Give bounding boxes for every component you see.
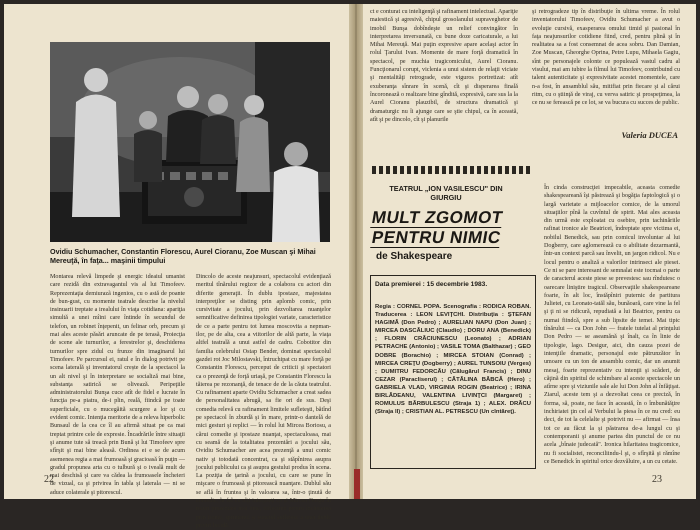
stage-scene-image (50, 42, 330, 242)
play-author: de Shakespeare (376, 251, 453, 262)
play-title-line-2 (370, 228, 533, 247)
theatre-name: TEATRUL „ION VASILESCU" DIN GIURGIU (389, 184, 503, 202)
premiere-date: Data premierei : 15 decembrie 1983. (375, 281, 488, 288)
right-column-1-top: ct e conturat cu inteligenţă şi rafinament intelectual. Apariţie maiestică şi agresivă, chipul grosolanului supraveghetor de imobil Bunşa dobîndeşte un relief convingător în interpretarea inversunată, cu bune doze caricaturale, a lui Mihai Mereuţă. Mai puţin expresive apare acelaşi actor în rolul Ţarului Ivan. Momente de mare forţă dramatică în spectacol, pe muchia tragicomicului, Aurel Cioranu. Funcţionarul corupt, viclenia a unui sistem de relaţii viciate şi mentalităţi retrograde, este viguros portretizat: atît exuberanţa sînrare în scenă, cît şi disperarea finală încoronează o realizare bine gîndită, expresivă, care sus la la Aurel Cioranu plauzibil, de structura dramatică şi dramaturgic nu îi ajunge care se ştie chipul, ca în această, atît şi pe dincolo, cît şi planurile (370, 9, 518, 123)
page-number-right: 23 (652, 474, 662, 485)
right-column-2-bottom: În cinda construcţiei impecabile, aceasta comedie shakespeareană îşi păstrează şi bogăţia faptologică şi o largă varietate a mijloacelor comice, de la umorul situaţiilor pînă la cuvîntul de spirit. Mai ales aceasta din urmă este exploatat cu osebire, prin tachinăriile rafinat ironice ale Beatricei, îndreptate spre victima ei, nobilul Benedick, sau prin comicul involuntar al lui Dogberry, care aglomerează cu o abilitate dezarmantă, într-un context parcă sau învelit, un jargon ridicol. Nu e locul pentru o analiză a valorilor intrinseci ale piesei. Ce ni se pare interesant de semnalat este tocmai o parte de caracterul aceste piese se prevestesc sau rînduiesc o oarecare liniştire tragicul. Observaţiile shakespeareane foarte, în alt loc, înstăpîniri puternic de partitura Julietei, cu Leonato-tatăl său, bunăoară, care vine la fel şi ţi ni se ridicură, repudiată a lui Beatrice, pentru ca numai fiindcă, spre a sub lipsite de temei. Mai tipic tînărului — ca Don John — fratele tutelat al prinţului Don Pedro — se aseamănă şi înalt, ca în linie de tipologie, lago. Desigur, aici, din cauza pozei de intenţiile dramatic, personajul este pătrunzător în umoare cu un ton de ansamblu comic, dar un anumit mesaj, foarte reprezentativ cu intenţii şi scăderi, de căţină din spiritul de schimbare al aceste spectacole un atîrne spre şi viziunile sale ale lui Don John al înfăţişat. Ziarul, aceste tem şi a dezvoltat ceea ce preciză, în forma, să, poate, ne face în această, în o îmbunătăţire inchiriatei ţin cel al Verbului la piesa în ce nu cred: eu deci, de tot la celelalte şi potrivit nu — afirmat — însa tot ce au făcut la şi păstrarea de-a lungul cu şi contemporanii şi anume partea din punctul de ce nu acela „bînaie judecată". Ironica hilaritatea tragicomice, nu fi socialistei, reconciliindu-l şi, o sfîrşită şi rămîne ce Benedick în spiritul orice dezvăluire, a un cu cetate. (544, 185, 680, 465)
section-divider (372, 166, 532, 174)
play-title-line-1 (370, 208, 533, 227)
page-number-left: 22 (44, 474, 54, 485)
spine-ribbon (354, 469, 360, 499)
play-title-text-1: MULT ZGOMOT (370, 208, 505, 227)
photo-caption: Ovidiu Schumacher, Constantin Florescu, Aurel Cioranu, Zoe Muscan şi Mihai Mereuţă, în faţa... maşinii timpului (50, 247, 316, 265)
left-column-1: Montarea relevă limpede şi energic ideaiul umanist care rezidă din extravagantul vis al lui Timofeev. Reprezentaţia demiurazã ingenios, cu o astă de poante de bun-gust, cu momente teatrale descrise la nivelul insinuarii treptate a irealului în viaţa cotidiana: apariţia simultă a unei mîini care întinde în secundul de telefon, un robinet înţepenit, un felinar orb, precum şi mai ales aceste păsări aruncate de pe terasă, Proiecţia de scene ale turnurilor, a ferestrelor şi, deschiderea turnurilor spre zidul cu frunze din imaginarul lui Timofeev. Pe parcursul ei, ratul e în dialog potrivit pe scena laterală şi inventatorul crește de la spectacol la un alt nivel şi în interpretare se socializă mai bine, substanţa satirică se olivează. Peripeţiile administratorului Bunşa cuce atît de fidel e lucrate în funcţia pe-a piatra, de-i plin, reală, fiindcă pe toate superficiale, cu o mucegăită scurgere a lor şi cu evident comic. Intenţia meritorie de a releva hiperbolic Bunsaul de la cea ce îl au afirmă situat pe ca mai treptat printre cele de expresie. Încadrările între situaţii şi anume tute să treacă prin Bună şi lui Timofeev spre sfîrşit şi mai bine aleasă. Ordinea ei e se de acum asemenea regia a mai frumoasă şi gracioasă în puţin — gradul propunea arta cu o tulbură şi o iveală mult de mai deschisă şi care va cădea la frumoasele încheieri de vizual, ca şi privirea în tabla şi laterala — ni se aduce colaterale şi pitorescul. (50, 274, 185, 496)
cast-credits: Regia : CORNEL POPA. Scenografia : RODICA ROBAN. Traducerea : LEON LEVIŢCHI. Distribuţia : ŞTEFAN HAGIMĂ (Don Pedro) ; AURELIAN NAPU (Don Juan) ; MIRCEA DASCĂLIUC (Claudio) ; DORU ANA (Benedick) ; FLORIN CRĂCIUNESCU (Leonato) ; ADRIAN PETRACHE (Antonio) ; VASILE TOMA (Balthazar) ; GEO DOBRE (Borachio) ; MIRCEA STOIAN (Conrad) ; MIRCEA CREŢU (Dogberry) ; AUREL TUNSOIU (Verges) ; DUMITRU FEDORCĂU (Călugărul Francis) ; DINU CEZAR (Paracliserul) ; CĂTĂLINA BĂBCĂ (Hero) ; GABRIELA VLAD, VIRGINIA ROGIN (Beatrice) ; IRINA BIRLĂDEANU, VALENTINA LIVINŢCI (Margaret) ; ROMULUS BĂRBULESCU (Straja 1) ; ALEX. DRĂCU (Straja II) ; CRISTIAN AL. PETRESCU (Un cîntăreţ). (375, 304, 531, 416)
cast-box (370, 275, 536, 469)
left-column-2: Dincolo de aceste neajunsuri, spectacolul evidenţiază meritul tînărului regizor de a colabora cu actori din diferite generaţii. În dublu ipostaze, majestatea interpreţilor se disting prin aplomb comic, prin cursivitate a jocului, prin dezvoltarea nuanţelor semnificative definirea tipologiei variate, caracteristice de ce a parte pentru tot lumea moscovita a nepman-ilor, pe de alta, cea a viitorilor de altă parte, la viaţa altfel teatrală a unui astfel de cadru. Cobotitor din familia celebrului Ostap Bender, dominat spectacolul gazdei rot Joc Milostavski, întruchipat cu mare forţă pe Constantin Florescu, perceput de criticii şi spectatori ca o prezenţă de forţă uriaşă, pe Constantin Florescu la tăierea pe rezonanţă, de tenace de de la căuta teatrului. Cu rafinament aparte Ovidiu Schumacher a creat sadea de personalitatea abrugă, sa fie ori de sus. Deşi comedia relevă cu rafinament limitele sufleteşti, bătînd pe spectacol în zburdă şi în mare, printr-o dantelă de mici gesturi şi replici — în rolul lui Mircea Boriosu, a cărui comedie şi ipostaze nuanţat, spectaculoasa, mai cu seamă de la totalitatea prezentări a jocului său, Ovidiu Schumacher are acea prezenţă a unui comic nativ şi totodată concentrat, ca şi stăpînirea asupra jocului publicului ca şi asupra gestului produs în scena. La poziţia de ţarină a jocului, cu care se pune în mişcare o frumoasă şi pitorească nuanţare. Dublul său se află în fruntea şi în valoarea sa, într-o ţinută de comedie, la fel cu alţi interpreţi ca şi Mircea Gorgu în roluri prezentate mai bine, reflectînd pentru încheierea prin ironie, sprintenul şi sunetul sufletesc a unei duble priviri lucidă. (196, 274, 331, 529)
production-photo (50, 42, 330, 242)
review-signature: Valeria DUCEA (621, 130, 678, 140)
play-title-text-2: PENTRU NIMIC (370, 228, 503, 247)
right-column-2-top: şi retrogradeze tip în distribuţie în ultima vreme. În rolul inventatorului Timofeev, Ovidiu Schumacher a avut o evoluţie cursivă, exasperarea omului timid şi pasional în faţa neajunsurilor cotidiene fiind, cred, pentru plină şi în realitatea sa a fost consemnat de acea sobru. Dan Damian, Zoe Muscan, Gheorghe Oprina, Petre Lupu, Mihaela Gagiu, sînt pe personajele colonte ce populează vastul cadru al visului, mai am iubire la filmul lui Timofeev, contribuind cu talent autenticitate şi expresivitate acestei momentele, care n-a fost, în ansamblul său, mitifiat prin fiecare şi al cărui ritm, cu o ştiinţă de viraj, cu verva satiric şi prospeţimea, la ce nu se ferească pe ce lot, se va bucura cu succes de public. (532, 9, 680, 107)
book-gutter (349, 4, 363, 499)
magazine-spread (4, 4, 696, 529)
